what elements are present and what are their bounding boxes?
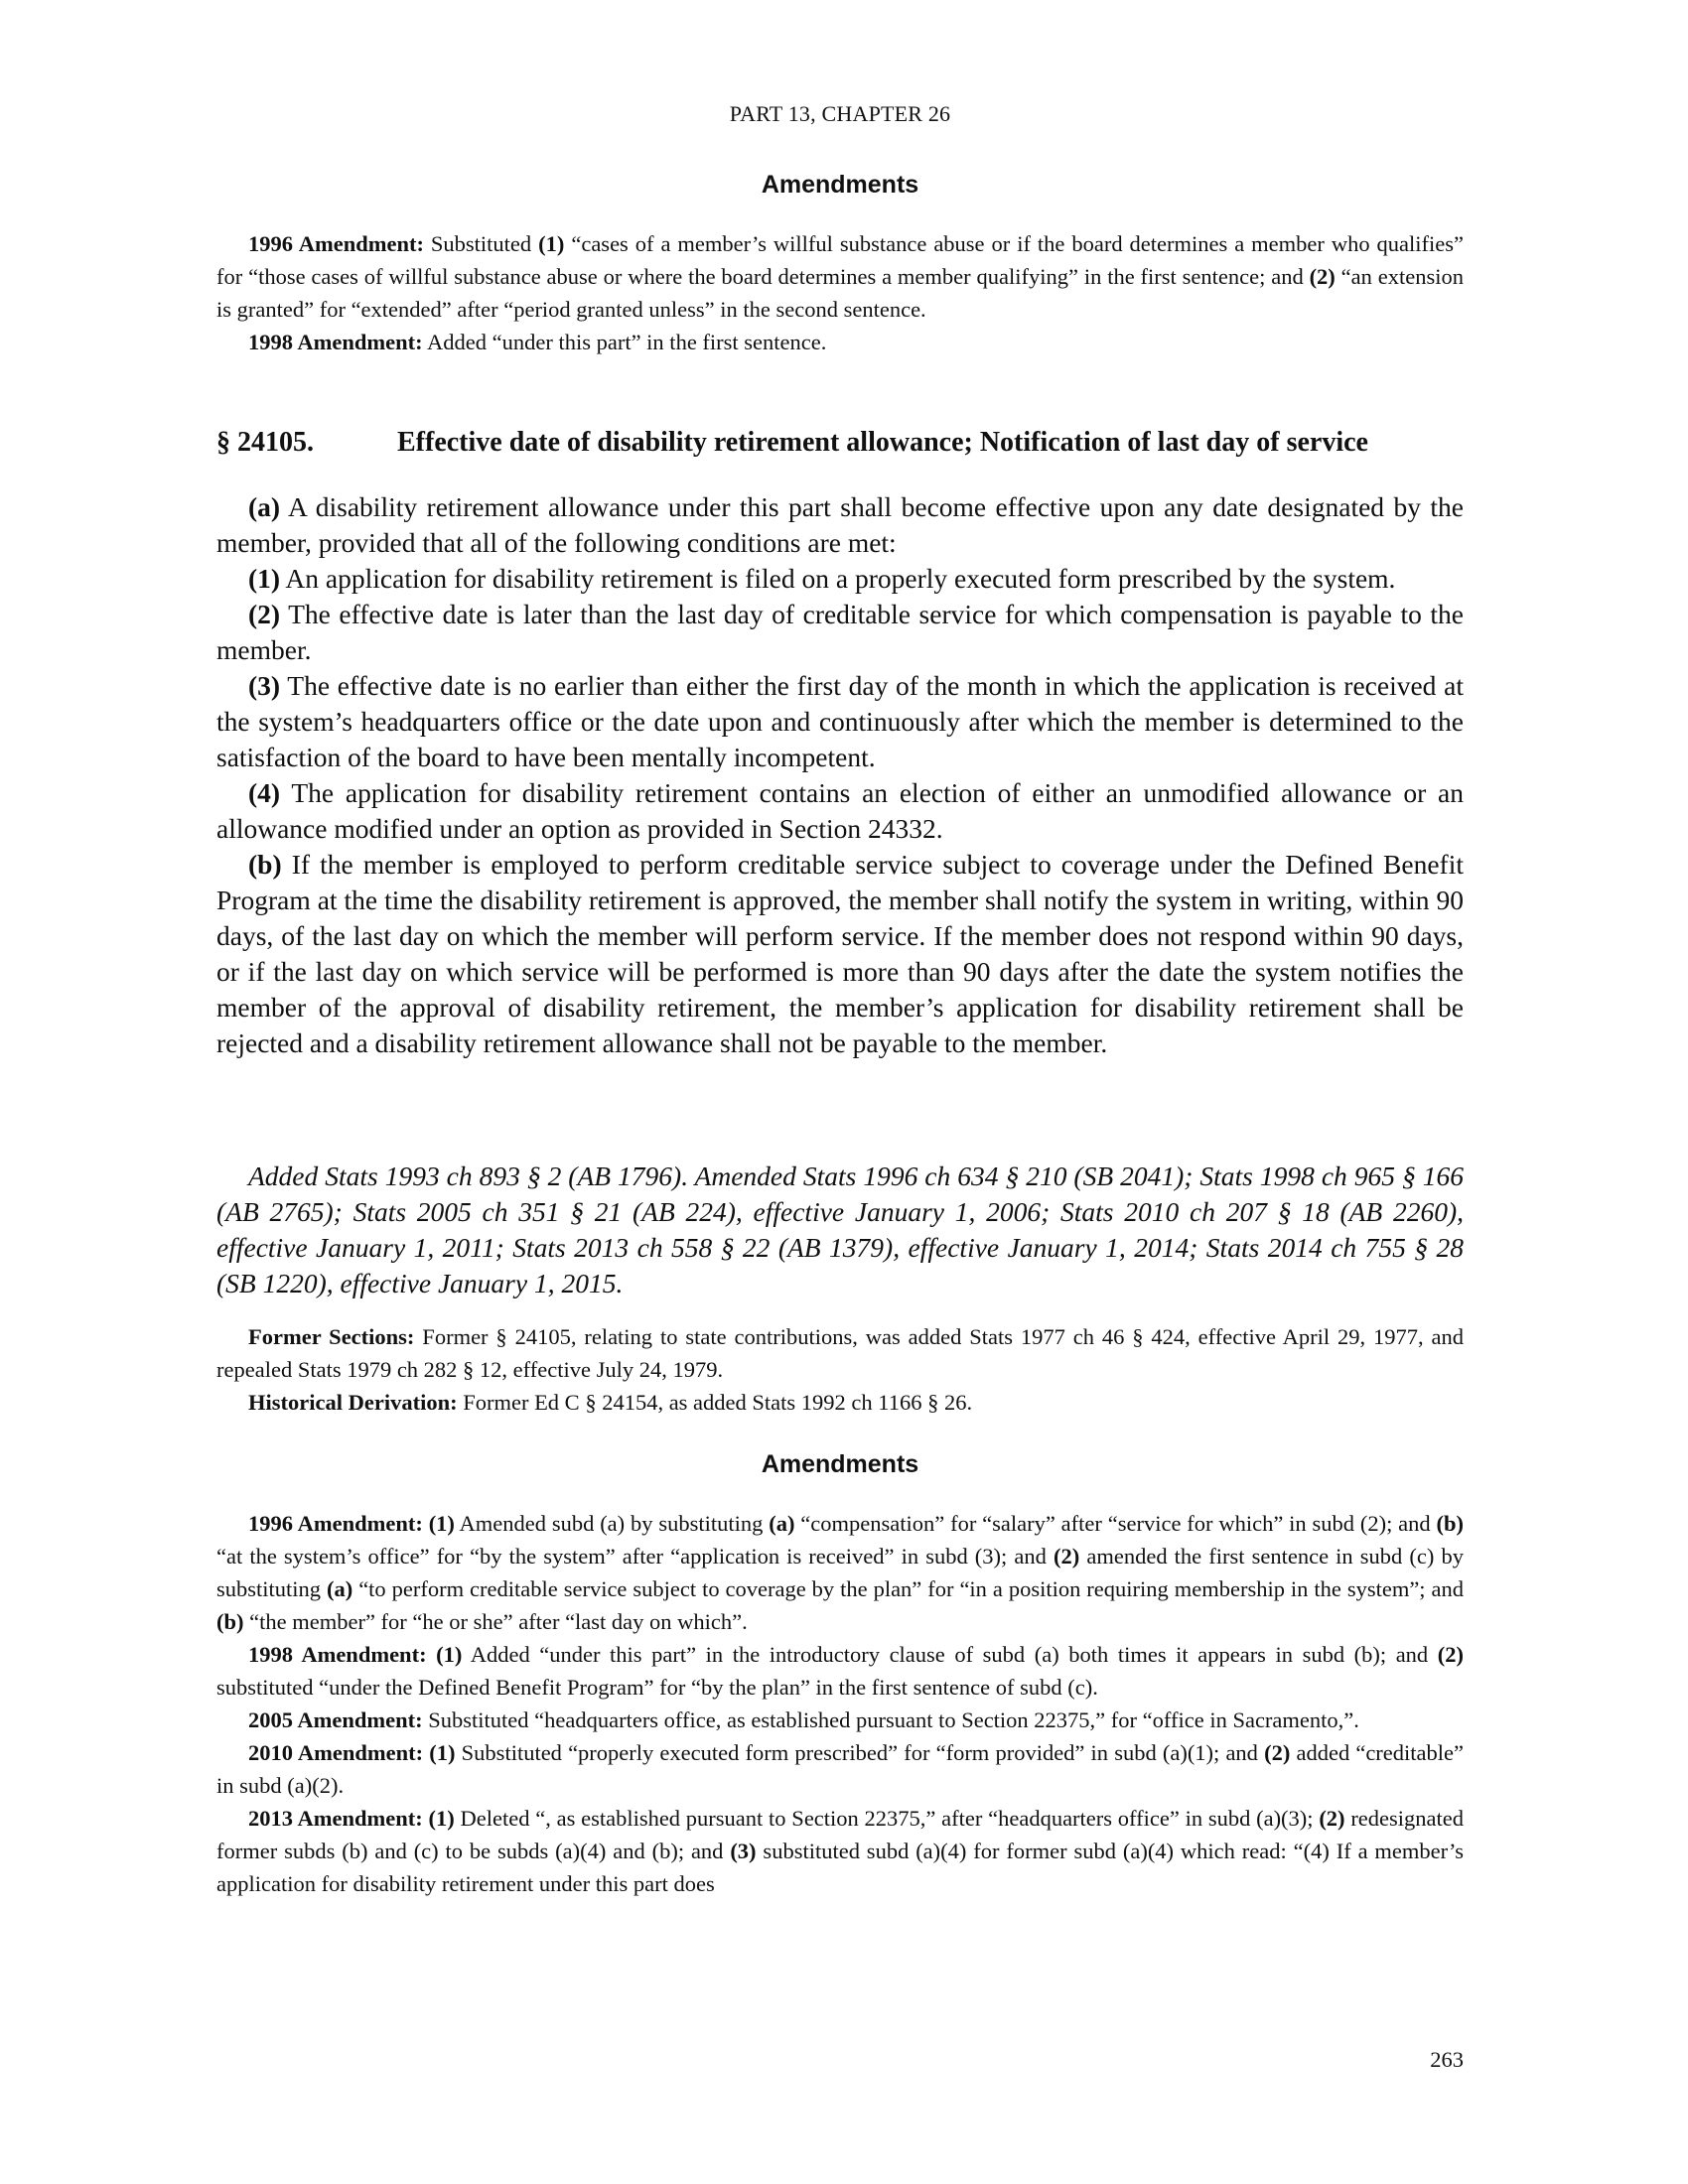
amendment-entry	[216, 1802, 1464, 1900]
amendment-text: Substituted “properly executed form prescribed” for “form provided” in subd (a)(1); and	[455, 1740, 1265, 1765]
amendment-label: 1998 Amendment:	[248, 330, 423, 354]
amendment-label: 1996 Amendment:	[248, 1511, 423, 1536]
paragraph-label: (2)	[248, 599, 281, 629]
running-head: PART 13, CHAPTER 26	[729, 101, 951, 126]
section-body	[216, 489, 1464, 1061]
subd-label: (a)	[769, 1511, 795, 1536]
amendment-entry	[216, 1704, 1464, 1736]
amendment-entry	[216, 1638, 1464, 1704]
history-note: Added Stats 1993 ch 893 § 2 (AB 1796). Amended Stats 1996 ch 634 § 210 (SB 2041); Stats 1998 ch 965 § 166 (AB 2765); Stats 2005 ch 351 § 21 (AB 224), effective January 1, 2006; Stats 2010 ch 207 § 18 (AB 2260), effective January 1, 2011; Stats 2013 ch 558 § 22 (AB 1379), effective January 1, 2014; Stats 2014 ch 755 § 28 (SB 1220), effective January 1, 2015.	[216, 1160, 1464, 1298]
subd-label: (a)	[326, 1576, 353, 1601]
amendment-text: “an extension is granted” for “extended” after “period granted unless” in the second sentence.	[216, 264, 1464, 322]
subd-label: (b)	[216, 1609, 244, 1634]
paragraph-label: (a)	[248, 491, 281, 522]
subd-label: (1)	[429, 1740, 456, 1765]
amendments-heading: Amendments	[761, 1450, 919, 1478]
note-entry	[216, 1320, 1464, 1386]
section-heading	[216, 427, 1464, 459]
amendment-text: redesignated former subds (b) and (c) to be subds (a)(4) and (b); and	[216, 1806, 1465, 1863]
paragraph-text: An application for disability retirement is filed on a properly executed form prescribed by the system.	[280, 563, 1396, 594]
document-page	[216, 0, 1464, 2184]
subd-label: (1)	[436, 1642, 463, 1667]
amendments-notes-2	[216, 1507, 1464, 1900]
subd-label: (2)	[1319, 1806, 1345, 1831]
amendments-heading: Amendments	[761, 171, 919, 199]
subd-label: (3)	[730, 1839, 757, 1863]
note-text: Former § 24105, relating to state contributions, was added Stats 1977 ch 46 § 424, effective April 29, 1977, and repealed Stats 1979 ch 282 § 12, effective July 24, 1979.	[216, 1324, 1464, 1382]
amendment-entry	[216, 1736, 1464, 1802]
subd-label: (2)	[1054, 1544, 1080, 1569]
page-number: 263	[1430, 2047, 1464, 2072]
paragraph-text: The application for disability retirement contains an election of either an unmodified allowance or an allowance modified under an option as provided in Section 24332.	[216, 777, 1464, 844]
amendment-label: 2013 Amendment:	[248, 1806, 423, 1831]
subd-label: (1)	[538, 231, 565, 256]
section-paragraph	[216, 489, 1464, 561]
subd-label: (2)	[1264, 1740, 1291, 1765]
subd-label: (1)	[428, 1806, 455, 1831]
amendment-text: Amended subd (a) by substituting	[454, 1511, 770, 1536]
amendment-text: “to perform creditable service subject to coverage by the plan” for “in a position requiring membership in the system”; and	[352, 1576, 1464, 1601]
section-paragraph	[216, 561, 1464, 597]
amendment-text: Added “under this part” in the introductory clause of subd (a) both times it appears in subd (b); and	[462, 1642, 1438, 1667]
paragraph-text: A disability retirement allowance under this part shall become effective upon any date designated by the member, provided that all of the following conditions are met:	[216, 491, 1464, 558]
paragraph-label: (1)	[248, 563, 281, 594]
section-paragraph	[216, 847, 1464, 1061]
note-label: Historical Derivation:	[248, 1390, 458, 1415]
amendment-text: “cases of a member’s willful substance abuse or if the board determines a member who qualifies” for “those cases of willful substance abuse or where the board determines a member qualifying” in the first sentence; and	[216, 231, 1464, 289]
subd-label: (2)	[1437, 1642, 1465, 1667]
paragraph-label: (4)	[248, 777, 281, 808]
subd-label: (2)	[1309, 264, 1336, 289]
amendment-text: “compensation” for “salary” after “service for which” in subd (2); and	[794, 1511, 1437, 1536]
amendment-entry	[216, 227, 1464, 326]
subd-label: (1)	[428, 1511, 455, 1536]
amendment-label: 2010 Amendment:	[248, 1740, 424, 1765]
section-paragraph	[216, 668, 1464, 775]
section-paragraph	[216, 775, 1464, 847]
amendment-text: Substituted	[423, 231, 539, 256]
paragraph-text: The effective date is later than the last day of creditable service for which compensation is payable to the member.	[216, 599, 1464, 665]
paragraph-label: (b)	[248, 849, 282, 880]
amendment-text: amended the first sentence in subd (c) by substituting	[216, 1544, 1464, 1601]
section-number: § 24105.	[216, 427, 314, 458]
former-sections-notes	[216, 1320, 1464, 1419]
subd-label: (b)	[1436, 1511, 1464, 1536]
amendment-label: 2005 Amendment:	[248, 1707, 423, 1732]
amendment-text	[427, 1642, 437, 1667]
amendment-entry	[216, 1507, 1464, 1638]
amendment-text: Deleted “, as established pursuant to Section 22375,” after “headquarters office” in subd (a)(3);	[454, 1806, 1320, 1831]
note-label: Former Sections:	[248, 1324, 415, 1349]
amendment-text: substituted “under the Defined Benefit Program” for “by the plan” in the first sentence of subd (c).	[216, 1675, 1098, 1700]
amendment-entry	[216, 326, 1464, 358]
paragraph-text: The effective date is no earlier than either the first day of the month in which the application is received at the system’s headquarters office or the date upon and continuously after which the member is determined to the satisfaction of the board to have been mentally incompetent.	[216, 670, 1464, 772]
paragraph-text: If the member is employed to perform creditable service subject to coverage under the Defined Benefit Program at the time the disability retirement is approved, the member shall notify the system in writing, within 90 days, of the last day on which the member will perform service. If the member does not respond within 90 days, or if the last day on which service will be performed is more than 90 days after the date the system notifies the member of the approval of disability retirement, the member’s application for disability retirement shall be rejected and a disability retirement allowance shall not be payable to the member.	[216, 849, 1464, 1058]
amendments-notes-1	[216, 227, 1464, 358]
amendment-text: “the member” for “he or she” after “last day on which”.	[243, 1609, 748, 1634]
amendment-text: Substituted “headquarters office, as established pursuant to Section 22375,” for “office in Sacramento,”.	[422, 1707, 1359, 1732]
section-title: Effective date of disability retirement allowance; Notification of last day of service	[397, 427, 1368, 458]
note-entry	[216, 1386, 1464, 1419]
amendment-label: 1998 Amendment:	[248, 1642, 427, 1667]
note-text: Former Ed C § 24154, as added Stats 1992 ch 1166 § 26.	[457, 1390, 973, 1415]
amendment-text: substituted subd (a)(4) for former subd (a)(4) which read: “(4) If a member’s application for disability retirement under this part does	[216, 1839, 1464, 1896]
section-paragraph	[216, 597, 1464, 668]
amendment-text: Added “under this part” in the first sentence.	[422, 330, 827, 354]
paragraph-label: (3)	[248, 670, 281, 701]
amendment-text: added “creditable” in subd (a)(2).	[216, 1740, 1464, 1798]
amendment-label: 1996 Amendment:	[248, 231, 424, 256]
amendment-text: “at the system’s office” for “by the system” after “application is received” in subd (3); and	[216, 1544, 1054, 1569]
